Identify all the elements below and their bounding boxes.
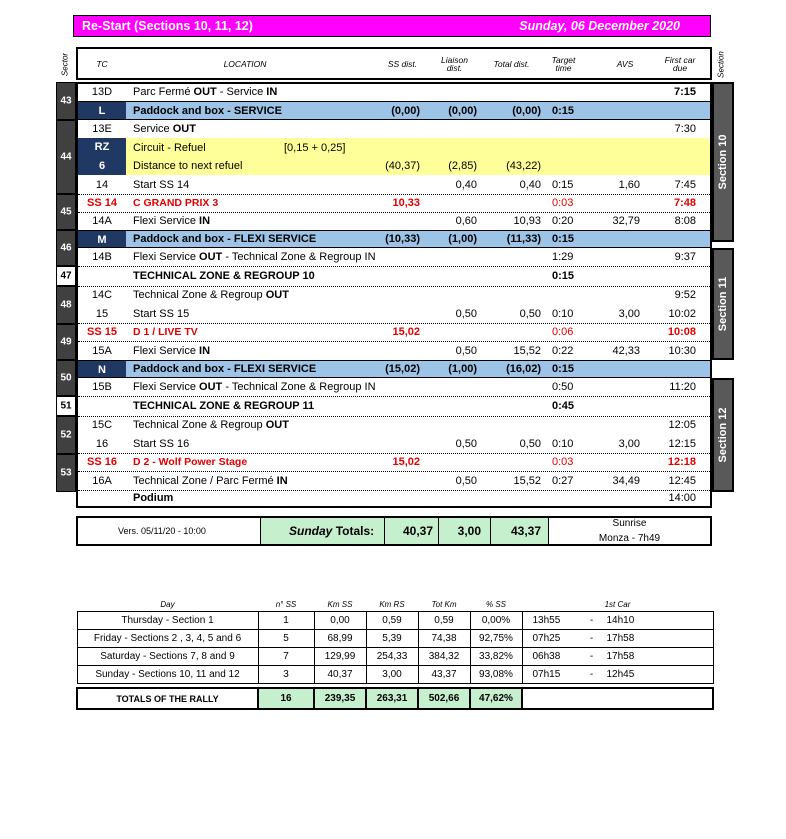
summary-total-n: 16	[258, 688, 314, 709]
summary-kmrs: 254,33	[366, 648, 418, 666]
first-car-cell: 12:18	[667, 456, 696, 468]
total-dist-cell: 0,50	[519, 437, 541, 450]
schedule-row	[78, 157, 710, 175]
summary-kmrs: 5,39	[366, 630, 418, 648]
summary-kmss: 40,37	[314, 666, 366, 684]
summary-pct: 93,08%	[470, 666, 522, 684]
target-time-header: Target time	[551, 55, 576, 73]
ss-dist-cell: 10,33	[392, 197, 420, 209]
location-cell: Flexi Service OUT - Technical Zone & Regroup IN	[133, 251, 376, 263]
location-cell: Paddock and box - FLEXI SERVICE	[133, 363, 317, 375]
summary-n: 3	[258, 666, 314, 684]
summary-header-pctss: % SS	[485, 599, 506, 609]
schedule-row	[78, 341, 710, 360]
first-car-cell: 7:45	[674, 178, 696, 191]
total-dist-cell: (43,22)	[506, 160, 541, 172]
summary-total-label: TOTALS OF THE RALLY	[77, 688, 258, 709]
totals-bar	[76, 516, 712, 546]
liaison-cell: 0,60	[455, 215, 477, 227]
summary-day: Saturday - Sections 7, 8 and 9	[77, 648, 258, 666]
avs-cell: 3,00	[618, 307, 640, 320]
summary-first-car: 06h38 - 17h58	[522, 648, 713, 666]
summary-total-row	[77, 688, 713, 709]
ss-dist-cell: 15,02	[392, 456, 420, 468]
summary-total-pct: 47,62%	[470, 688, 522, 709]
schedule-row	[78, 378, 710, 397]
schedule-row	[78, 396, 710, 417]
tc-cell: 15	[95, 307, 109, 320]
sector-53: 53	[56, 454, 76, 492]
schedule-row	[78, 138, 710, 157]
tc-cell: 15B	[92, 381, 112, 393]
location-cell: Start SS 15	[133, 307, 190, 320]
refuel-note: [0,15 + 0,25]	[284, 141, 346, 154]
summary-total-tot: 502,66	[418, 688, 470, 709]
tc-cell: 6	[78, 157, 126, 175]
location-cell: Flexi Service OUT - Technical Zone & Regroup IN	[133, 381, 376, 393]
liaison-cell: (0,00)	[448, 104, 477, 117]
liaison-cell: (1,00)	[448, 233, 477, 245]
tc-cell: 14A	[92, 215, 112, 227]
schedule-row	[78, 434, 710, 454]
summary-pct: 0,00%	[470, 612, 522, 630]
summary-day: Sunday - Sections 10, 11 and 12	[77, 666, 258, 684]
section-10-bar: Section 10	[712, 82, 734, 242]
first-car-cell: 10:02	[668, 307, 696, 320]
total-dist-cell: (16,02)	[506, 363, 541, 375]
ss-dist-cell: (0,00)	[391, 104, 420, 117]
schedule-row	[78, 83, 710, 102]
total-dist-cell: 0,40	[519, 178, 541, 191]
target-time-cell: 0:15	[552, 270, 575, 282]
first-car-cell: 12:15	[668, 437, 696, 450]
schedule-row	[78, 266, 710, 287]
schedule-row	[78, 101, 710, 120]
location-cell: Service OUT	[133, 123, 196, 135]
section-11-bar: Section 11	[712, 248, 734, 360]
summary-header-kmss: Km SS	[327, 599, 353, 609]
summary-tot: 43,37	[418, 666, 470, 684]
totals-label: Sunday Totals:	[289, 524, 375, 538]
location-cell: Start SS 16	[133, 437, 190, 450]
tc-cell: SS 15	[87, 326, 117, 338]
schedule-row	[78, 175, 710, 195]
tc-cell: 15A	[92, 344, 112, 357]
avs-header: AVS	[616, 59, 634, 69]
total-dist-header: Total dist.	[493, 59, 530, 69]
total-dist-cell: 15,52	[513, 344, 541, 357]
liaison-cell: 0,50	[455, 307, 477, 320]
tc-cell: RZ	[78, 138, 126, 157]
summary-first-car: 07h25 - 17h58	[522, 630, 713, 648]
summary-total-kmrs: 263,31	[366, 688, 418, 709]
summary-tot: 74,38	[418, 630, 470, 648]
sector-46: 46	[56, 230, 76, 266]
ss-dist-cell: (15,02)	[385, 363, 420, 375]
location-cell: Podium	[133, 492, 174, 504]
liaison-cell: 0,40	[455, 178, 477, 191]
summary-kmrs: 0,59	[366, 612, 418, 630]
tc-cell: 15C	[91, 419, 113, 431]
first-car-cell: 9:52	[674, 289, 696, 301]
target-time-cell: 0:15	[552, 178, 574, 191]
totals-total: 43,37	[510, 524, 541, 538]
ss-dist-cell: (10,33)	[385, 233, 420, 245]
schedule-row	[78, 323, 710, 342]
section-12-bar: Section 12	[712, 378, 734, 492]
location-cell: Paddock and box - FLEXI SERVICE	[133, 233, 317, 245]
summary-kmrs: 3,00	[366, 666, 418, 684]
avs-cell: 32,79	[612, 215, 640, 227]
liaison-cell: (1,00)	[448, 363, 477, 375]
total-dist-cell: (0,00)	[512, 104, 541, 117]
sector-header: Sector	[60, 52, 70, 77]
liaison-cell: 0,50	[455, 474, 477, 487]
liaison-cell: 0,50	[455, 437, 477, 450]
page-title: Re-Start (Sections 10, 11, 12)	[82, 19, 253, 33]
tc-cell: 14C	[91, 289, 113, 301]
location-cell: Technical Zone / Parc Fermé IN	[133, 474, 288, 487]
schedule-row	[78, 453, 710, 472]
schedule-row	[78, 230, 710, 248]
summary-row	[77, 612, 713, 630]
location-cell: Paddock and box - SERVICE	[133, 104, 282, 117]
tc-header: TC	[96, 59, 108, 69]
first-car-cell: 10:08	[667, 326, 696, 338]
summary-header-day: Day	[160, 599, 175, 609]
summary-header-firstcar: 1st Car	[604, 599, 631, 609]
sector-47: 47	[56, 266, 76, 286]
summary-first-car: 13h55 - 14h10	[522, 612, 713, 630]
liaison-cell: (2,85)	[448, 160, 477, 172]
summary-day: Thursday - Section 1	[77, 612, 258, 630]
total-dist-cell: (11,33)	[506, 233, 541, 245]
liaison-header: Liaison dist.	[441, 55, 468, 73]
summary-row	[77, 630, 713, 648]
tc-cell: M	[78, 231, 126, 247]
total-dist-cell: 10,93	[513, 215, 541, 227]
location-cell: D 1 / LIVE TV	[133, 326, 198, 338]
section-header: Section	[716, 51, 726, 78]
tc-cell: L	[78, 102, 126, 119]
sunrise-info: Sunrise Monza - 7h49	[598, 518, 661, 544]
tc-cell: N	[78, 361, 126, 377]
first-car-cell: 8:08	[674, 215, 696, 227]
target-time-cell: 0:22	[552, 344, 574, 357]
summary-kmss: 0,00	[314, 612, 366, 630]
rally-summary	[76, 597, 712, 710]
summary-n: 5	[258, 630, 314, 648]
schedule-row	[78, 471, 710, 491]
summary-row	[77, 666, 713, 684]
target-time-cell: 0:20	[552, 215, 574, 227]
target-time-cell: 0:03	[552, 197, 574, 209]
header-frame	[76, 47, 712, 80]
target-time-cell: 0:10	[552, 437, 574, 450]
summary-tot: 0,59	[418, 612, 470, 630]
sector-52: 52	[56, 416, 76, 454]
location-cell: Technical Zone & Regroup OUT	[133, 419, 289, 431]
ss-dist-cell: (40,37)	[385, 160, 420, 172]
sector-43: 43	[56, 82, 76, 120]
location-cell: TECHNICAL ZONE & REGROUP 10	[133, 270, 315, 282]
first-car-cell: 12:05	[668, 419, 696, 431]
target-time-cell: 0:50	[552, 381, 574, 393]
tc-cell: 16A	[92, 474, 112, 487]
first-car-cell: 7:15	[673, 86, 696, 98]
schedule-row	[78, 248, 710, 267]
schedule-row	[78, 304, 710, 324]
location-cell: Start SS 14	[133, 178, 190, 191]
summary-header-nss: n° SS	[275, 599, 297, 609]
sector-48: 48	[56, 286, 76, 324]
summary-tot: 384,32	[418, 648, 470, 666]
avs-cell: 42,33	[612, 344, 640, 357]
first-car-cell: 9:37	[674, 251, 696, 263]
summary-pct: 92,75%	[470, 630, 522, 648]
totals-liaison: 3,00	[457, 524, 481, 538]
target-time-cell: 0:03	[552, 456, 574, 468]
totals-ss: 40,37	[402, 524, 433, 538]
target-time-cell: 0:27	[552, 474, 574, 487]
tc-cell: SS 16	[87, 456, 117, 468]
summary-n: 7	[258, 648, 314, 666]
summary-row	[77, 648, 713, 666]
location-cell: TECHNICAL ZONE & REGROUP 11	[133, 400, 315, 412]
summary-header-totkm: Tot Km	[431, 599, 457, 609]
target-time-cell: 1:29	[552, 251, 574, 263]
summary-kmss: 129,99	[314, 648, 366, 666]
target-time-cell: 0:15	[552, 233, 575, 245]
first-car-cell: 7:48	[673, 197, 696, 209]
target-time-cell: 0:06	[552, 326, 574, 338]
tc-cell: 16	[95, 437, 109, 450]
location-header: LOCATION	[223, 59, 267, 69]
tc-cell: 13E	[92, 123, 112, 135]
target-time-cell: 0:15	[552, 104, 575, 117]
summary-first-car: 07h15 - 12h45	[522, 666, 713, 684]
tc-cell: 14B	[92, 251, 112, 263]
summary-pct: 33,82%	[470, 648, 522, 666]
total-dist-cell: 0,50	[519, 307, 541, 320]
summary-kmss: 68,99	[314, 630, 366, 648]
schedule-row	[78, 490, 710, 506]
summary-total-empty	[522, 688, 713, 709]
title-bar	[73, 15, 711, 37]
sector-44: 44	[56, 120, 76, 194]
ss-dist-cell: 15,02	[392, 326, 420, 338]
summary-day: Friday - Sections 2 , 3, 4, 5 and 6	[77, 630, 258, 648]
sector-45: 45	[56, 194, 76, 230]
schedule-row	[78, 212, 710, 230]
tc-cell: SS 14	[87, 197, 117, 209]
first-car-cell: 14:00	[668, 492, 696, 504]
avs-cell: 34,49	[612, 474, 640, 487]
target-time-cell: 0:15	[552, 363, 575, 375]
summary-total-kmss: 239,35	[314, 688, 366, 709]
schedule-row	[78, 194, 710, 213]
tc-cell: 13D	[91, 86, 113, 98]
location-cell: D 2 - Wolf Power Stage	[133, 456, 248, 468]
first-car-cell: 11:20	[669, 381, 696, 393]
location-cell: Flexi Service IN	[133, 215, 211, 227]
summary-n: 1	[258, 612, 314, 630]
sector-51: 51	[56, 396, 76, 416]
summary-header-kmrs: Km RS	[379, 599, 405, 609]
location-cell: Flexi Service IN	[133, 344, 211, 357]
ss-dist-header: SS dist.	[387, 59, 418, 69]
first-car-header: First car due	[664, 55, 696, 73]
date-title: Sunday, 06 December 2020	[519, 19, 680, 33]
avs-cell: 1,60	[618, 178, 640, 191]
schedule-row	[78, 360, 710, 378]
location-cell: Circuit - Refuel	[133, 141, 206, 154]
first-car-cell: 10:30	[668, 344, 696, 357]
first-car-cell: 7:30	[674, 123, 696, 135]
sector-50: 50	[56, 360, 76, 396]
first-car-cell: 12:45	[668, 474, 696, 487]
schedule-row	[78, 120, 710, 138]
version-label: Vers. 05/11/20 - 10:00	[118, 526, 206, 536]
schedule-row	[78, 286, 710, 304]
location-cell: Technical Zone & Regroup OUT	[133, 289, 289, 301]
total-dist-cell: 15,52	[513, 474, 541, 487]
avs-cell: 3,00	[618, 437, 640, 450]
target-time-cell: 0:10	[552, 307, 574, 320]
liaison-cell: 0,50	[455, 344, 477, 357]
target-time-cell: 0:45	[552, 400, 575, 412]
location-cell: C GRAND PRIX 3	[133, 197, 219, 209]
location-cell: Parc Fermé OUT - Service IN	[133, 86, 278, 98]
schedule-row	[78, 416, 710, 434]
tc-cell: 14	[95, 178, 109, 191]
location-cell: Distance to next refuel	[133, 160, 243, 172]
sector-49: 49	[56, 324, 76, 360]
